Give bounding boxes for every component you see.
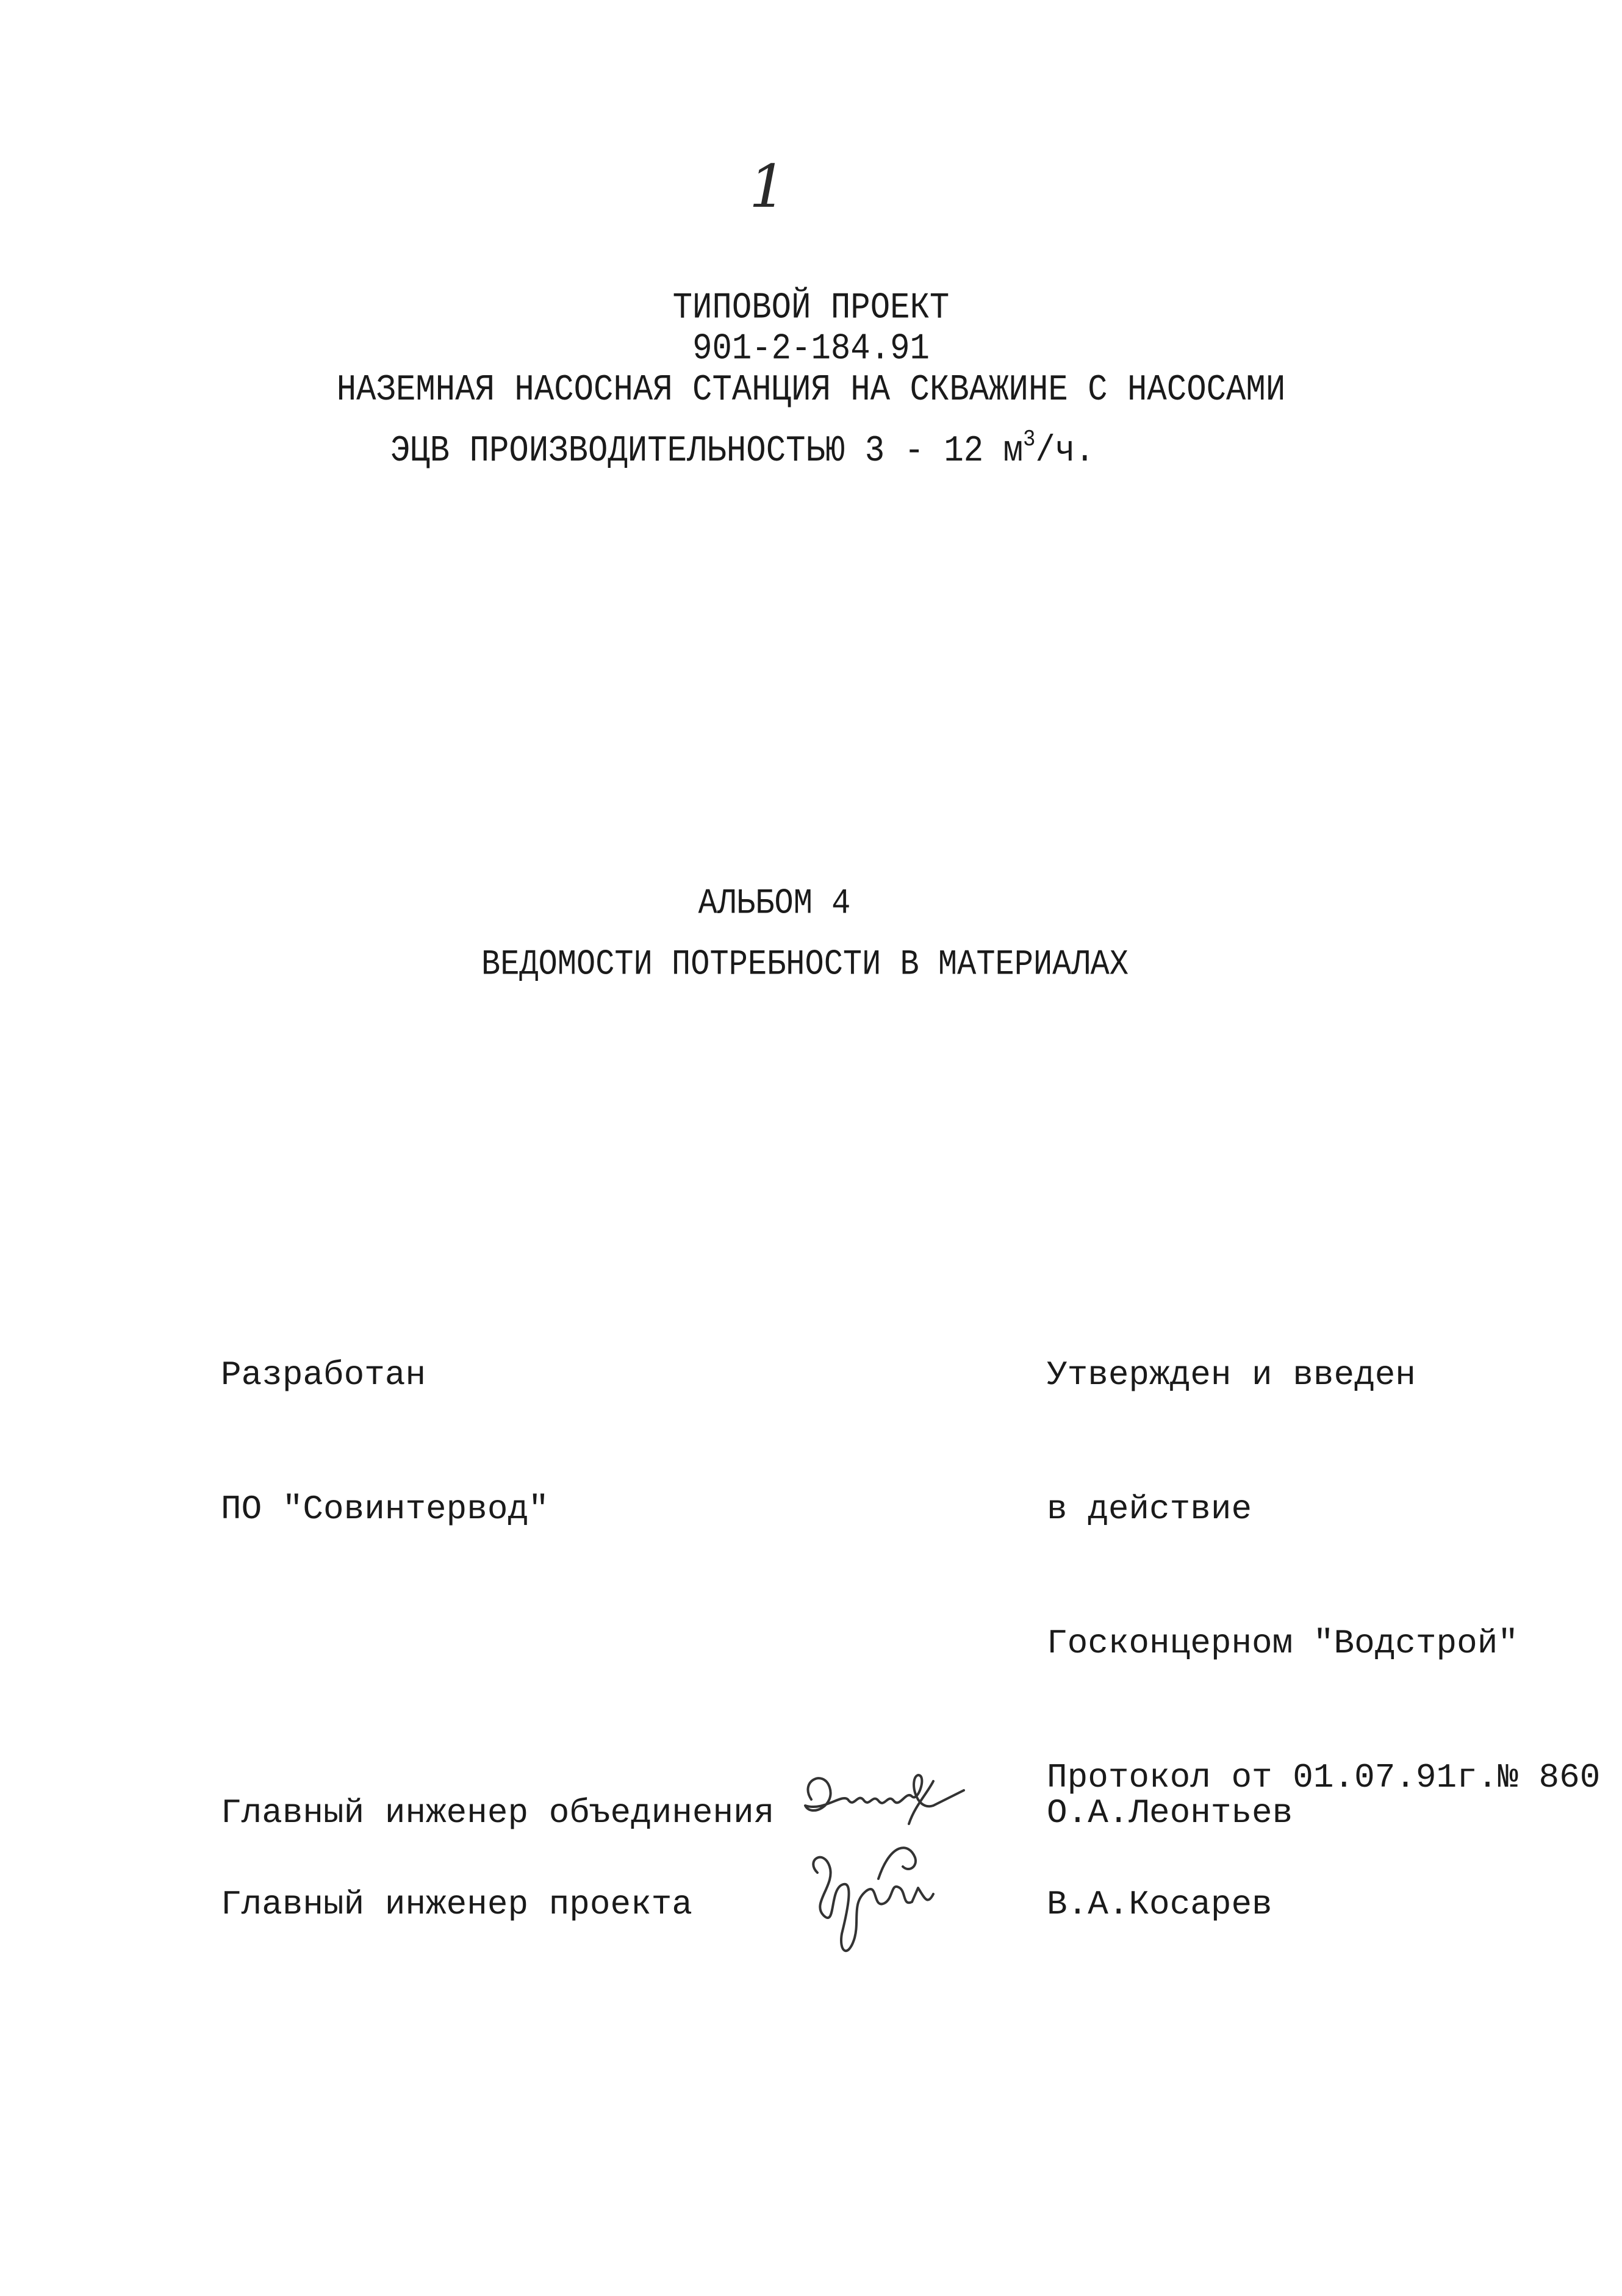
- capacity-unit-suffix: /ч.: [1035, 430, 1095, 472]
- project-code: 901-2-184.91: [692, 328, 930, 370]
- project-capacity-line: [390, 427, 1095, 472]
- capacity-text: ЭЦВ ПРОИЗВОДИТЕЛЬНОСТЬЮ 3 - 12 м: [390, 430, 1023, 472]
- capacity-unit-superscript: 3: [1022, 427, 1036, 453]
- handwritten-page-number: 1: [749, 152, 787, 221]
- developer-block: [221, 1269, 549, 1615]
- signatory-role: Главный инженер объединения: [221, 1793, 775, 1832]
- developer-label: Разработан: [221, 1355, 426, 1394]
- approval-authority: Госконцерном "Водстрой": [1047, 1624, 1518, 1663]
- signatory-row: [221, 1793, 1441, 1885]
- signatories-block: [221, 1793, 1441, 1976]
- signatory-role: Главный инженер проекта: [221, 1885, 692, 1924]
- developer-organization: ПО "Совинтервод": [221, 1490, 549, 1529]
- signatory-row: [221, 1885, 1441, 1976]
- project-type-heading: ТИПОВОЙ ПРОЕКТ: [672, 287, 950, 329]
- project-name: НАЗЕМНАЯ НАСОСНАЯ СТАНЦИЯ НА СКВАЖИНЕ С НАСОСАМИ: [336, 369, 1286, 411]
- approval-protocol: Протокол от 01.07.91г.№ 860: [1047, 1758, 1601, 1797]
- approval-line-1: Утвержден и введен: [1047, 1355, 1416, 1394]
- album-name: ВЕДОМОСТИ ПОТРЕБНОСТИ В МАТЕРИАЛАХ: [481, 944, 1129, 985]
- project-title-block: [0, 287, 1622, 411]
- album-number: АЛЬБОМ 4: [698, 883, 851, 924]
- signatory-name: О.А.Леонтьев: [1047, 1793, 1293, 1832]
- signatory-name: В.А.Косарев: [1047, 1885, 1272, 1924]
- approval-line-2: в действие: [1047, 1490, 1252, 1529]
- approval-block: [1047, 1269, 1600, 1884]
